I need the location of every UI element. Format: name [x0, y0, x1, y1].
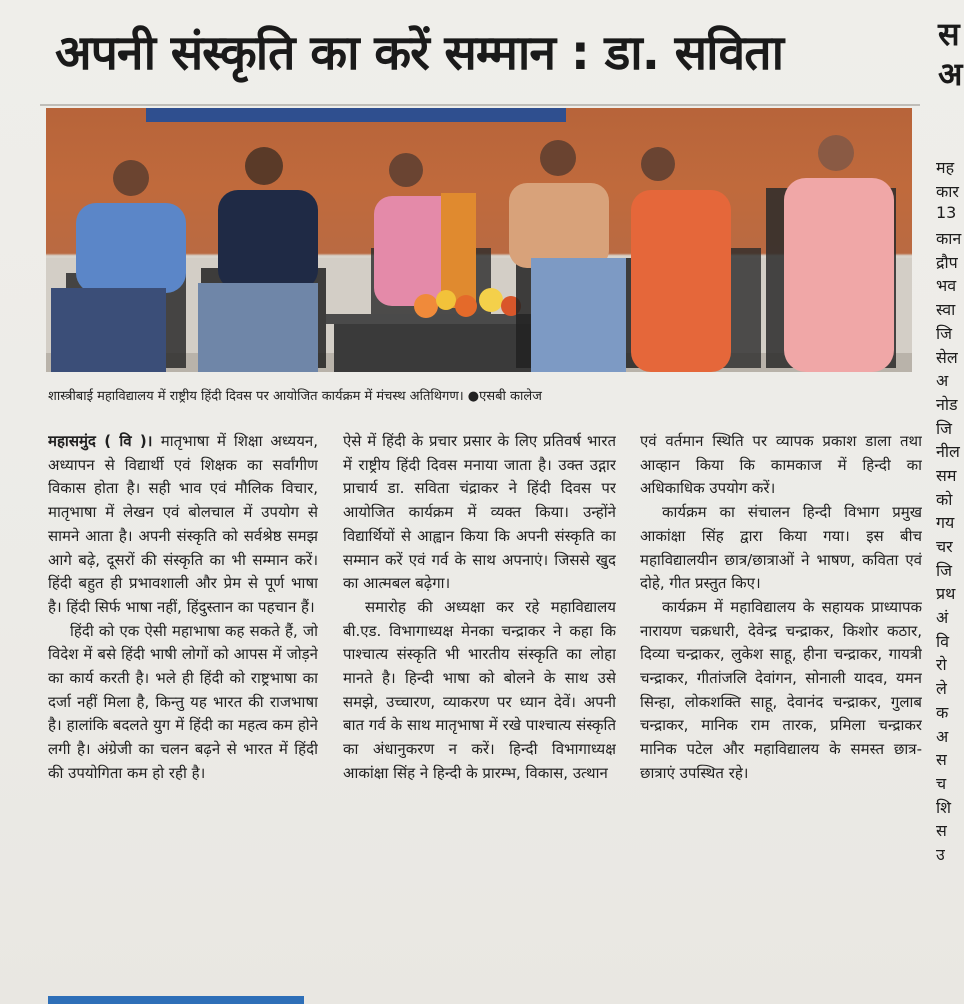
adjacent-headline-fragment: स अ [938, 15, 963, 93]
person-5 [631, 147, 761, 372]
column-1-para-1: महासमुंद ( वि )। मातृभाषा में शिक्षा अध्ययन, अध्यापन से विद्यार्थी एवं शिक्षक का सर्वांगीण विकास होता है। सही भाव एवं मौलिक विचार, मातृभाषा में लेखन एवं बोलचाल में उपयोग से सामने आता है। अपनी संस्कृति को सर्वश्रेष्ठ समझ आगे बढ़े, दूसरों की संस्कृति का भी सम्मान करें। हिंदी बहुत ही प्रभावशाली और प्रेम से पूर्ण भाषा है। हिंदी सिर्फ भाषा नहीं, हिंदुस्तान का पहचान हैं। [48, 432, 318, 616]
divider [40, 104, 920, 106]
article-column-2 [343, 430, 616, 990]
headline: अपनी संस्कृति का करें सम्मान : डा. सविता [55, 25, 784, 81]
article-column-1 [48, 430, 318, 990]
column-2-para-2: समारोह की अध्यक्षा कर रहे महाविद्यालय बी.एड. विभागाध्यक्ष मेनका चन्द्राकर ने कहा कि पाश्चात्य संस्कृति भी भारतीय संस्कृति का लोहा मानते है। हिन्दी भाषा को बोलने के साथ उसे समझे, उच्चारण, व्याकरण पर ध्यान देवें। अपनी बात गर्व के साथ मातृभाषा में रखे पाश्चात्य संस्कृति का अंधानुकरण न करें। हिन्दी विभागाध्यक्ष आकांक्षा सिंह ने हिन्दी के प्रारम्भ, विकास, उत्थान [343, 597, 616, 782]
column-3-para-3: कार्यक्रम में महाविद्यालय के सहायक प्राध्यापक नारायण चक्रधारी, देवेन्द्र चन्द्राकर, किशोर कठार, दिव्या चन्द्राकर, लुकेश साहू, हीना चन्द्राकर, गायत्री चन्द्राकर, गीतांजलि देवांगन, सोनाली यादव, यमन सिन्हा, लोकशक्ति साहू, देवानंद चन्द्राकर, गुलाब चन्द्राकर, मानिक राम तारक, प्रमिला चन्द्राकर मानिक पटेल और महाविद्यालय के समस्त छात्र-छात्राएं उपस्थित रहे। [640, 597, 922, 782]
event-photo [46, 108, 912, 372]
photo-caption: शास्त्रीबाई महाविद्यालय में राष्ट्रीय हिंदी दिवस पर आयोजित कार्यक्रम में मंचस्थ अतिथिगण। ●एसबी कालेज [48, 389, 542, 404]
column-1-para-2: हिंदी को एक ऐसी महाभाषा कह सकते हैं, जो विदेश में बसे हिंदी भाषी लोगों को आपस में जोड़ने का कार्य करती है। भले ही हिंदी को राष्ट्रभाषा का दर्जा नहीं मिला है, किन्तु यह भारत की राजभाषा है। हालांकि बदलते युग में हिंदी का महत्व कम होने लगी है। अंग्रेजी का चलन बढ़ने से भारत में हिंदी की उपयोगिता कम हो रही है। [48, 621, 318, 782]
person-4 [509, 140, 646, 372]
column-2-para-1: ऐसे में हिंदी के प्रचार प्रसार के लिए प्रतिवर्ष भारत में राष्ट्रीय हिंदी दिवस मनाया जाता है। उक्त उद्गार प्राचार्य डा. सविता चंद्राकर ने हिंदी दिवस पर आयोजित कार्यक्रम में व्यक्त किया। उन्होंने विद्यार्थियों से आह्वान किया कि अपनी संस्कृति का सम्मान करें एवं गर्व के साथ अपनाएं। जिससे खुद का आत्मबल बढ़ेगा। [343, 432, 616, 593]
column-3-para-1: एवं वर्तमान स्थिति पर व्यापक प्रकाश डाला तथा आव्हान किया कि कामकाज में हिन्दी का अधिकाधिक उपयोग करें। [640, 432, 922, 498]
column-3-para-2: कार्यक्रम का संचालन हिन्दी विभाग प्रमुख आकांक्षा सिंह द्वारा किया गया। इस बीच महाविद्यालयीन छात्र/छात्राओं ने भाषण, कविता एवं दोहे, गीत प्रस्तुत किए। [640, 503, 922, 593]
person-6 [766, 135, 896, 372]
article-column-3 [640, 430, 922, 990]
bottom-color-bar [48, 996, 304, 1004]
dateline: महासमुंद ( वि )। [48, 432, 161, 450]
adjacent-column-fragment: मह कार 13 कान द्रौप भव स्वा जि सेल अ नोड जि नील सम को गय चर जि प्रथ अं वि रो ले क अ स च शि स उ [936, 158, 962, 864]
